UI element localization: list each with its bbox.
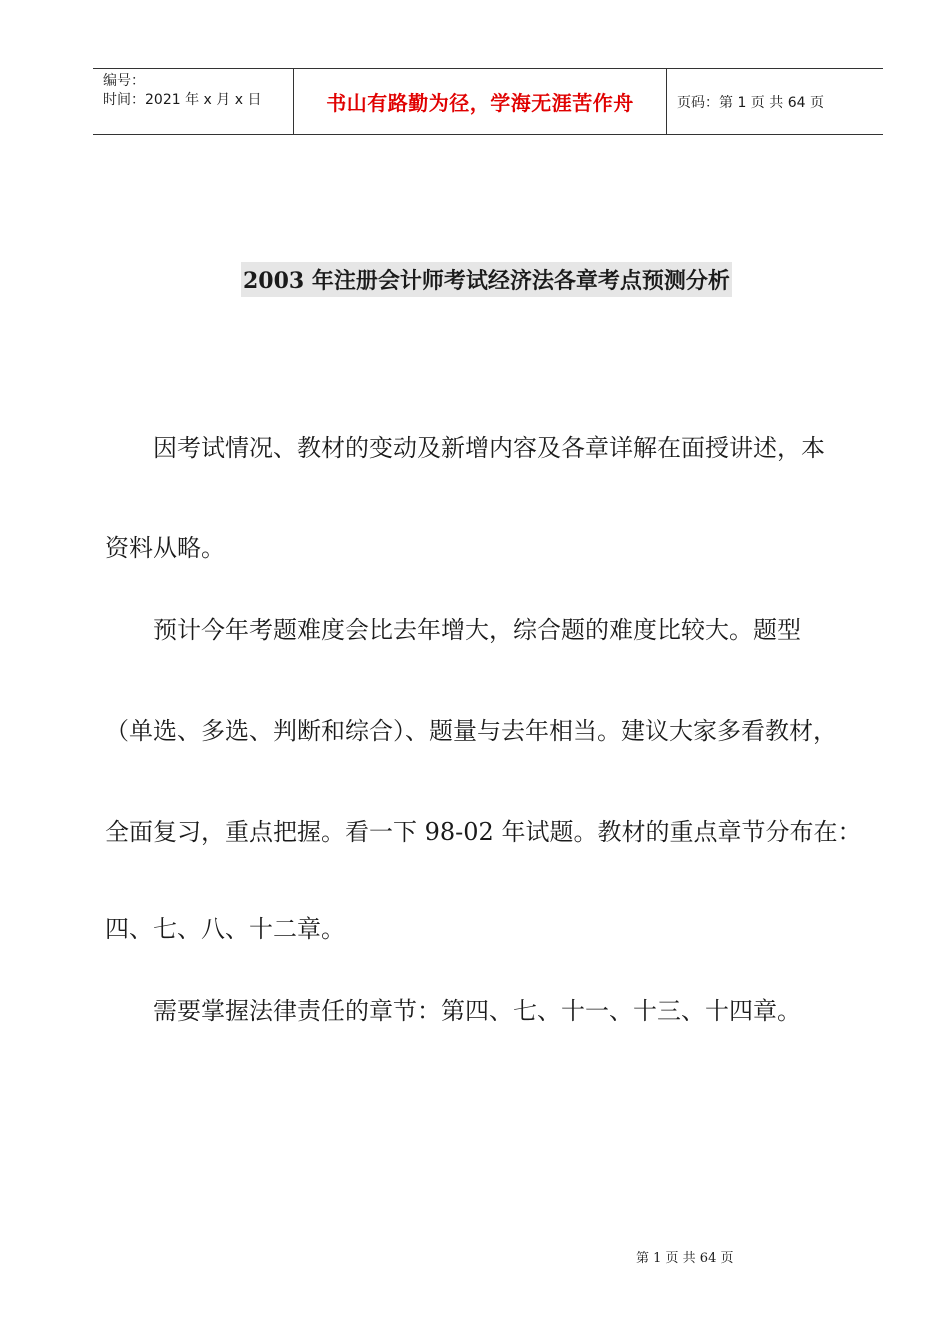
paragraph-line-6: 四、七、八、十二章。 (105, 915, 345, 943)
header-time-label: 时间：2021 年 x 月 x 日 (103, 92, 262, 108)
paragraph-line-5: 全面复习，重点把握。看一下 98-02 年试题。教材的重点章节分布在： (105, 818, 862, 846)
paragraph-line-2: 资料从略。 (105, 534, 225, 562)
header-code-label: 编号： (103, 73, 145, 89)
page-footer: 第 1 页 共 64 页 (636, 1251, 734, 1266)
header-motto-cell (294, 69, 667, 134)
document-title: 2003 年注册会计师考试经济法各章考点预测分析 (241, 262, 732, 297)
document-header (93, 68, 883, 135)
paragraph-line-3: 预计今年考题难度会比去年增大，综合题的难度比较大。题型 (153, 616, 801, 644)
paragraph-line-4: （单选、多选、判断和综合）、题量与去年相当。建议大家多看教材， (105, 717, 837, 745)
header-page-cell (667, 69, 883, 134)
header-page-label: 页码：第 1 页 共 64 页 (677, 94, 824, 111)
paragraph-line-1: 因考试情况、教材的变动及新增内容及各章详解在面授讲述，本 (153, 434, 825, 462)
header-motto: 书山有路勤为径，学海无涯苦作舟 (326, 91, 634, 115)
paragraph-line-7: 需要掌握法律责任的章节：第四、七、十一、十三、十四章。 (153, 997, 801, 1025)
header-meta-cell (93, 69, 294, 134)
